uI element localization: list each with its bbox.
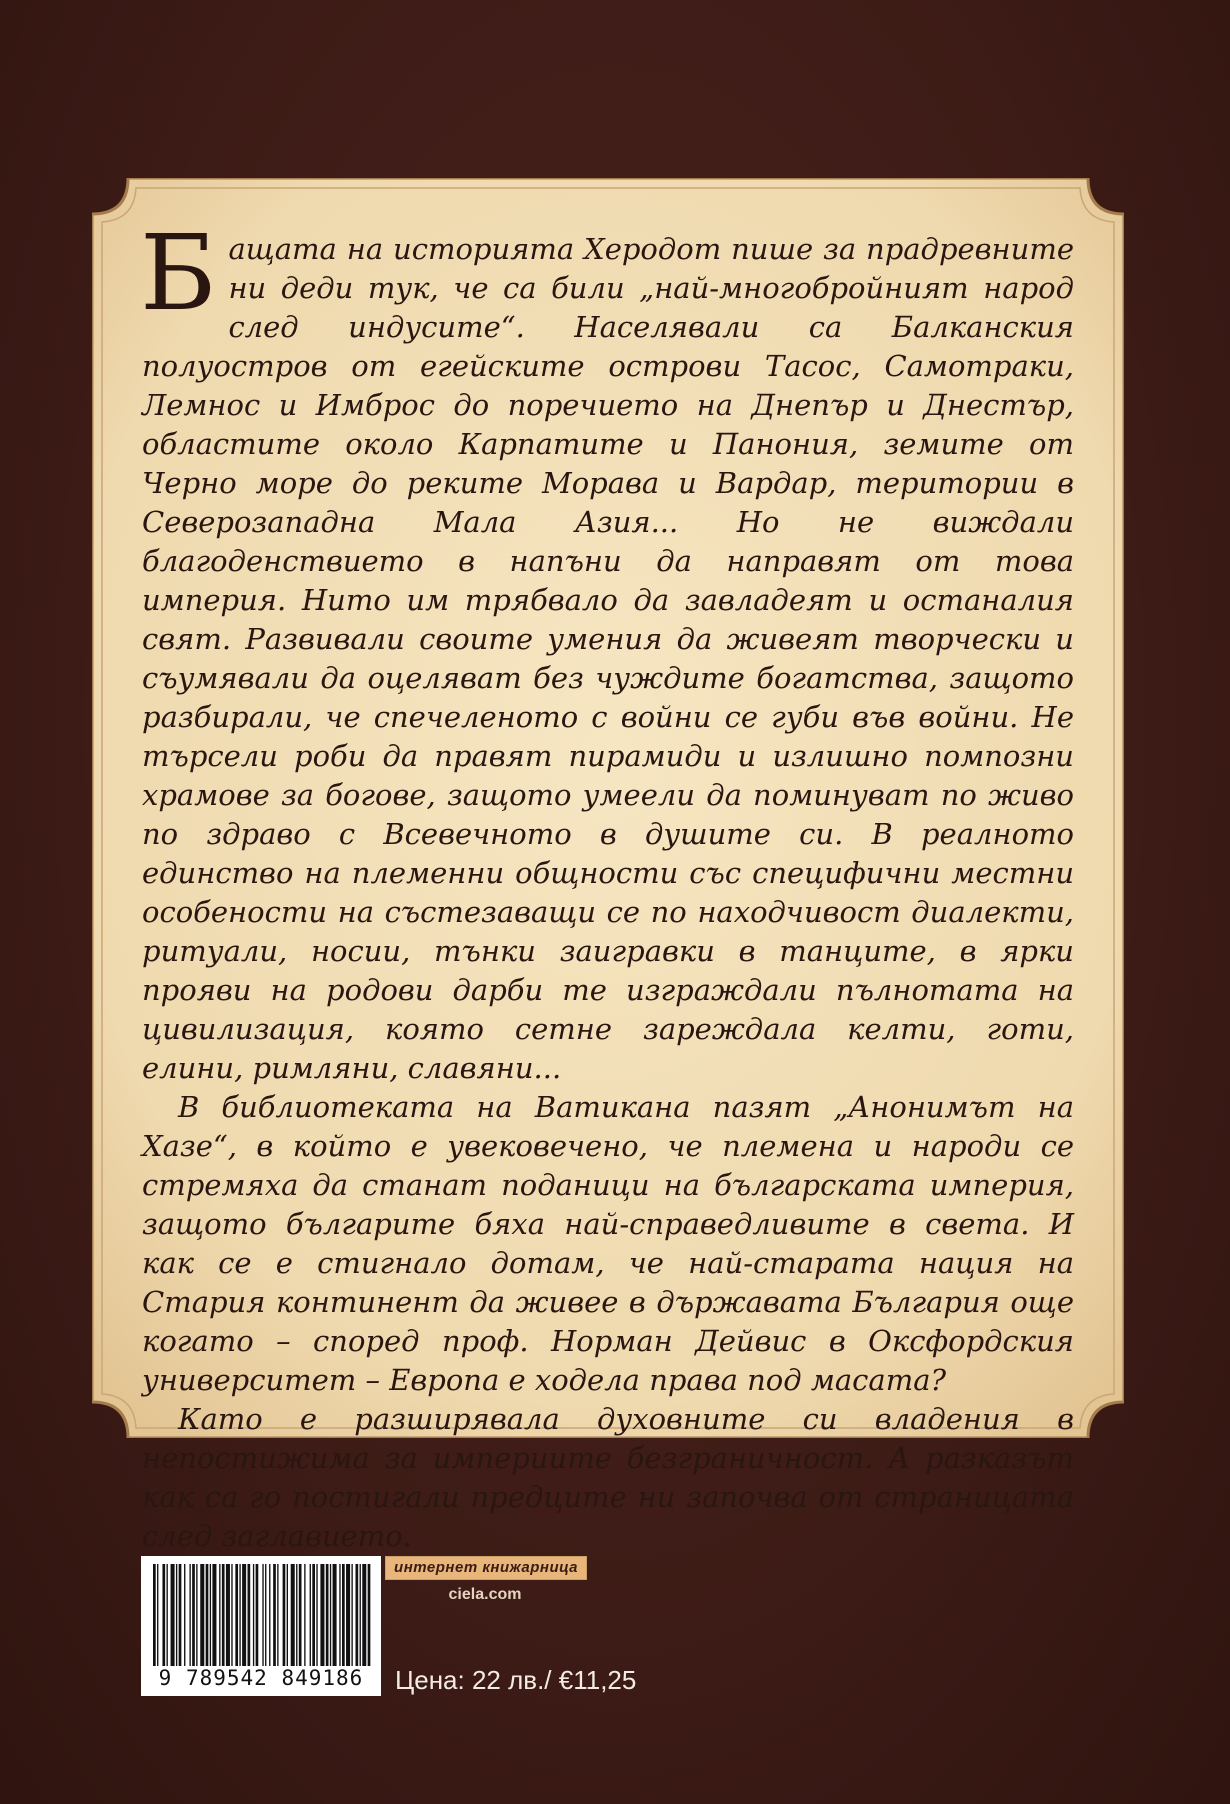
price-label: Цена: 22 лв./ €11,25 xyxy=(395,1665,637,1695)
barcode-bars xyxy=(151,1564,371,1666)
blurb-paragraph xyxy=(140,212,1074,1088)
isbn-barcode xyxy=(141,1556,381,1696)
blurb-paragraph: В библиотеката на Ватикана пазят „Анонимът на Хазе“, в който е увековечено, че племена и народи се стремяха да станат поданици на българската империя, защото българите бяха най-справедливите в света. И как се е стигнало дотам, че най-старата нация на Стария континент да живее в държавата България още когато – според проф. Норман Дейвис в Оксфордския университет – Европа е ходела права под масата? xyxy=(142,1090,1074,1397)
isbn-digits: 9 789542 849186 xyxy=(158,1666,364,1690)
store-banner: интернет книжарница xyxy=(385,1556,587,1580)
store-url: ciela.com xyxy=(448,1586,522,1603)
blurb-paragraph-text: ащата на историята Херодот пише за прадревните ни деди тук, че са били „най-многобройният народ след индусите“. Населявали са Балканския полуостров от егейските острови Тасос, Самотраки, Лемнос и Имброс до поречието на Днепър и Днестър, областите около Карпатите и Панония, земите от Черно море до реките Морава и Вардар, територии в Северозападна Мала Азия... Но не виждали благоденствието в напъни да направят от това империя. Нито им трябвало да завладеят и останалия свят. Развивали своите умения да живеят творчески и съумявали да оцеляват без чуждите богатства, защото разбирали, че спечеленото с войни се губи във войни. Не търсели роби да правят пирамиди и излишно помпозни храмове за богове, защото умеели да поминуват по живо по здраво с Всевечното в душите си. В реалното единство на племенни общности със специфични местни особености на състезаващи се по находчивост диалекти, ритуали, носии, тънки заигравки в танците, в ярки прояви на родови дарби те изграждали пълнотата на цивилизация, която сетне зареждала келти, готи, елини, римляни, славяни... xyxy=(142,232,1074,1085)
blurb-paragraph: Като е разширявала духовните си владения в непостижима за империите безграничност. А разказът как са го постигали предците ни започва от страницата след заглавието. xyxy=(142,1402,1074,1553)
drop-cap: Б xyxy=(140,212,217,334)
blurb-text xyxy=(140,212,1074,1556)
blurb-panel xyxy=(92,178,1124,1553)
